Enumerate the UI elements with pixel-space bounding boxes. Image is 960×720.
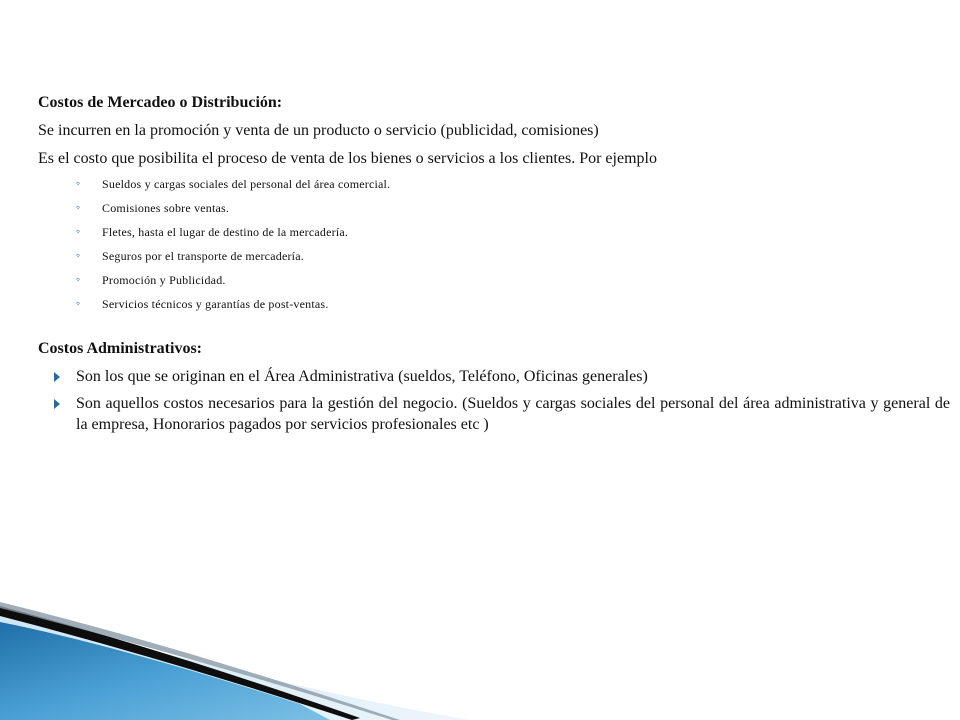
list-item-text: Servicios técnicos y garantías de post-ventas. (102, 297, 329, 311)
list-item (76, 272, 950, 288)
paragraph-marketing-description: Es el costo que posibilita el proceso de venta de los bienes o servicios a los clientes. Por ejemplo (38, 150, 657, 167)
list-item (38, 393, 950, 435)
circle-bullet-icon: ◦ (76, 200, 81, 214)
list-item-text: Son los que se originan en el Área Administrativa (sueldos, Teléfono, Oficinas generales) (76, 368, 648, 385)
list-item (76, 200, 950, 216)
list-item (76, 248, 950, 264)
swoosh-blue-band (0, 622, 330, 720)
list-item (38, 366, 950, 387)
triangle-arrow-icon (54, 399, 60, 409)
marketing-cost-list (38, 176, 950, 312)
section-heading-marketing: Costos de Mercadeo o Distribución: (38, 94, 283, 111)
list-item (76, 224, 950, 240)
list-item-text: Son aquellos costos necesarios para la gestión del negocio. (Sueldos y cargas sociales del personal del área administrativa y general de la empresa, Honorarios pagados por servicios profesionales etc ) (76, 395, 950, 433)
list-item-text: Seguros por el transporte de mercadería. (102, 249, 304, 263)
list-item (76, 296, 950, 312)
circle-bullet-icon: ◦ (76, 296, 81, 310)
administrative-section (38, 338, 950, 435)
list-item (76, 176, 950, 192)
list-item-text: Comisiones sobre ventas. (102, 201, 230, 215)
list-item-text: Sueldos y cargas sociales del personal del área comercial. (102, 177, 391, 191)
circle-bullet-icon: ◦ (76, 176, 81, 190)
slide-content (38, 92, 950, 441)
administrative-cost-list (38, 366, 950, 435)
section-heading-administrative: Costos Administrativos: (38, 340, 203, 357)
circle-bullet-icon: ◦ (76, 272, 81, 286)
paragraph-marketing-definition: Se incurren en la promoción y venta de un producto o servicio (publicidad, comisiones) (38, 122, 599, 139)
triangle-arrow-icon (54, 372, 60, 382)
list-item-text: Fletes, hasta el lugar de destino de la mercadería. (102, 225, 349, 239)
list-item-text: Promoción y Publicidad. (102, 273, 226, 287)
decorative-swoosh (0, 600, 960, 720)
circle-bullet-icon: ◦ (76, 224, 81, 238)
circle-bullet-icon: ◦ (76, 248, 81, 262)
